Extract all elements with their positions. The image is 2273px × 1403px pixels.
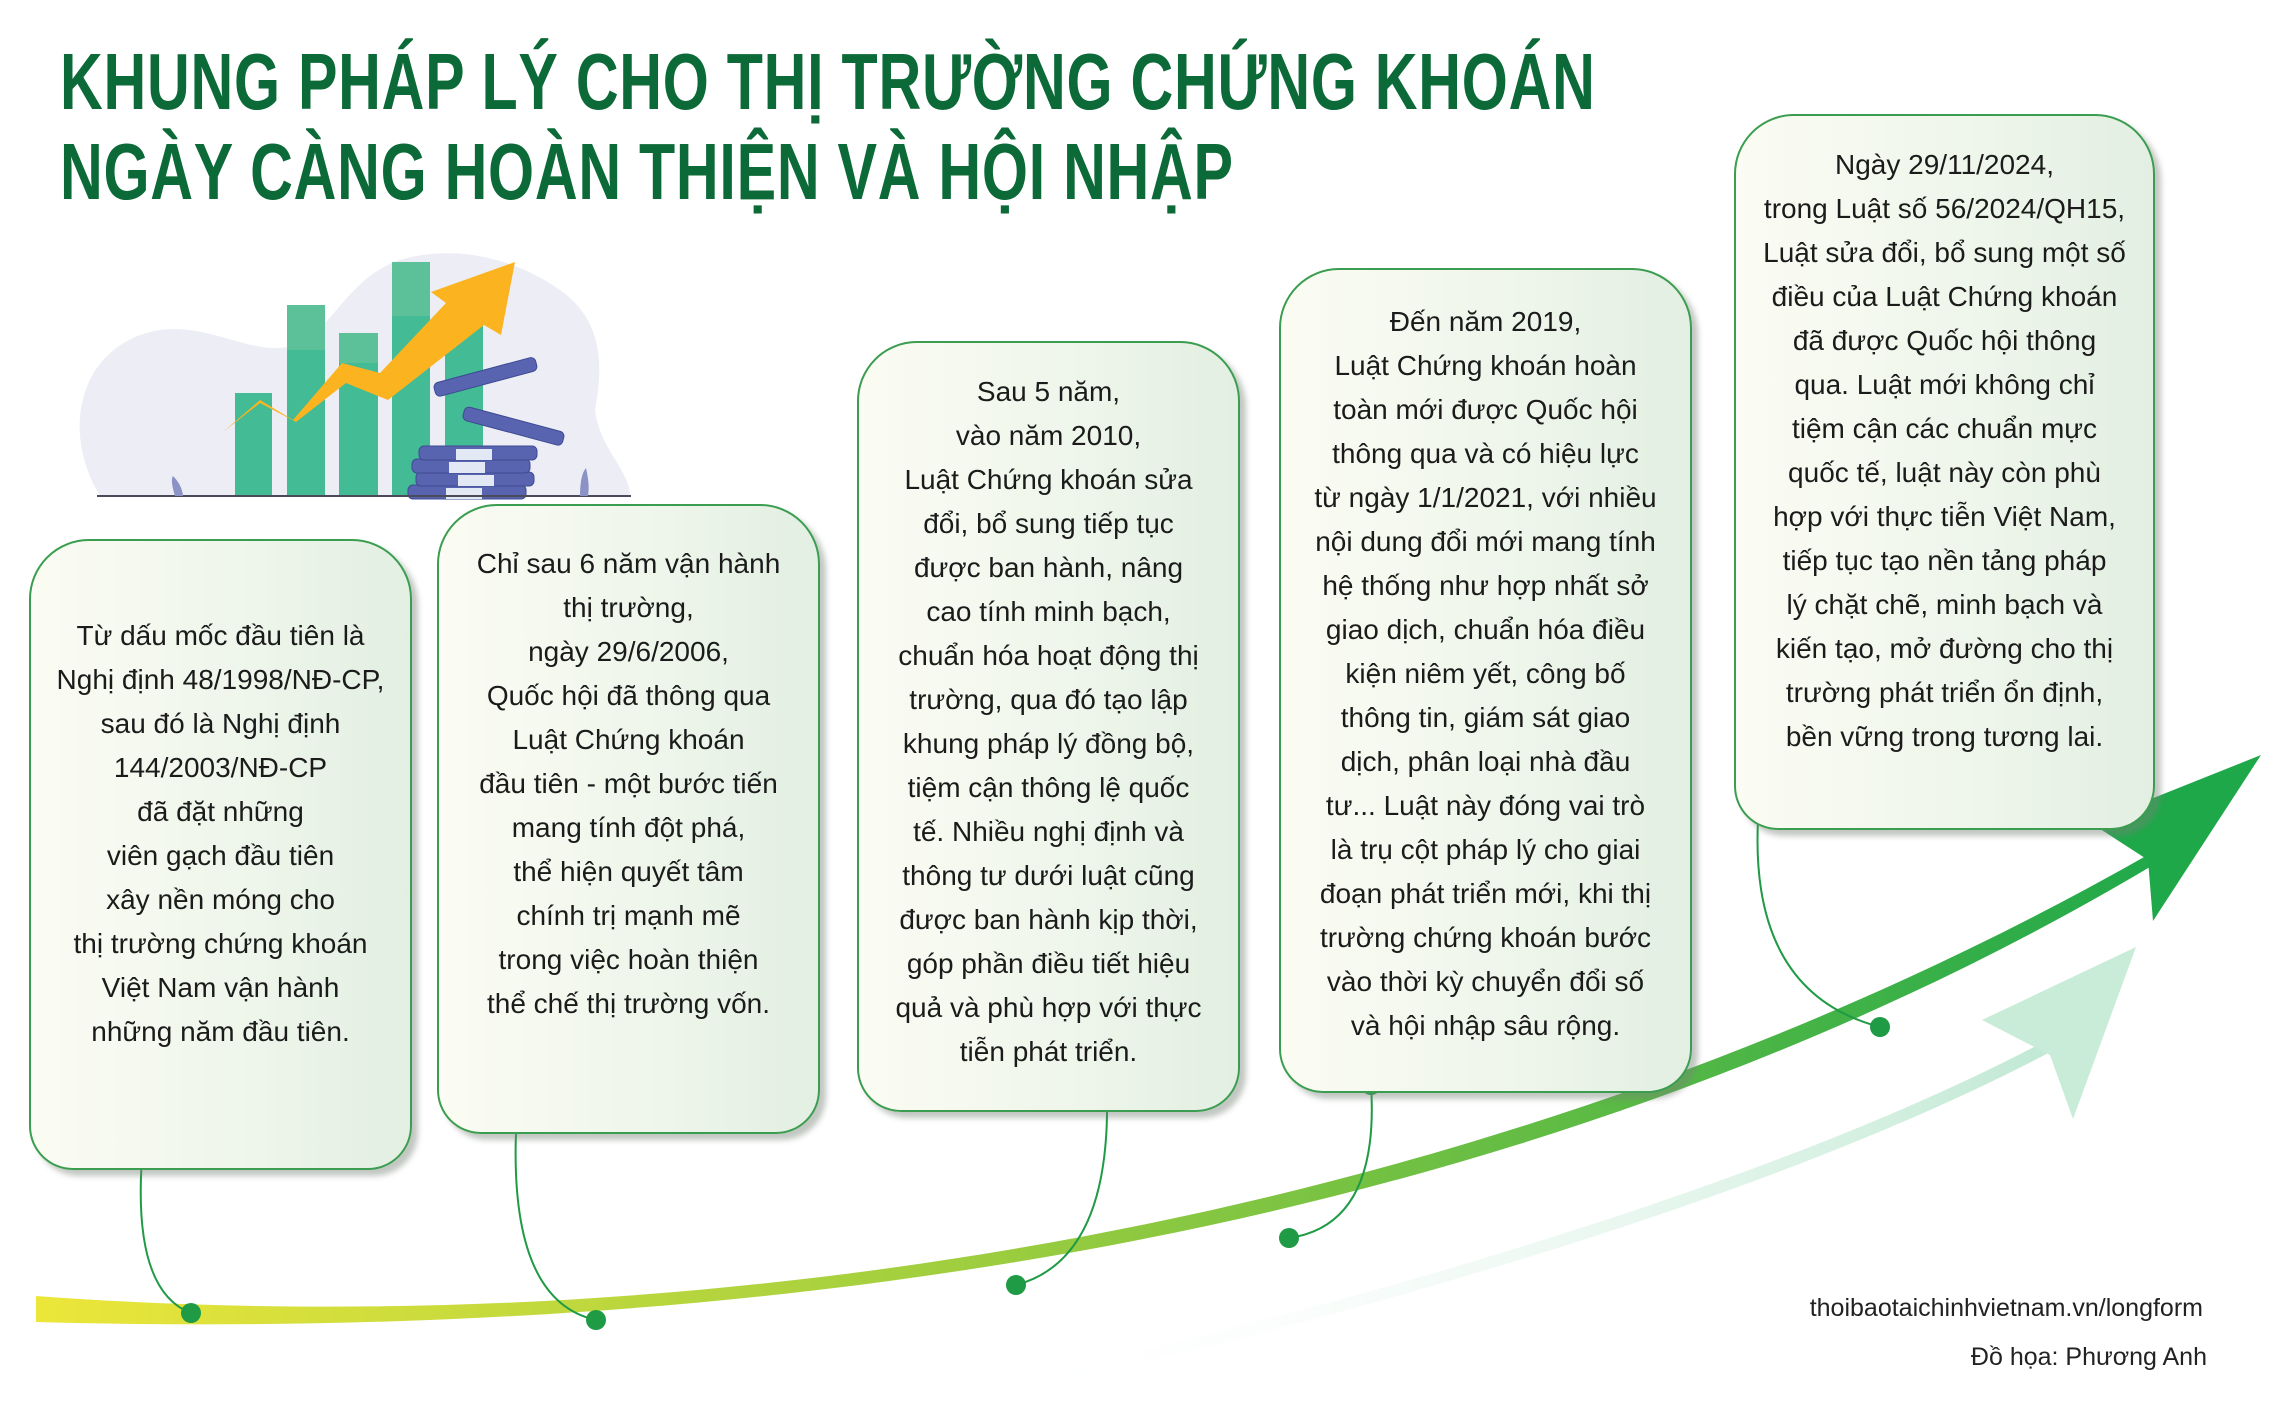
text-line: đoạn phát triển mới, khi thị	[1319, 878, 1652, 909]
text-line: lý chặt chẽ, minh bạch và	[1786, 589, 2103, 620]
text-line: thông qua và có hiệu lực	[1332, 438, 1639, 469]
source-credit: thoibaotaichinhvietnam.vn/longform	[1809, 1294, 2203, 1322]
text-line: trường, qua đó tạo lập	[909, 684, 1188, 715]
milestone-card-2010	[857, 341, 1240, 1112]
text-line: Luật Chứng khoán hoàn	[1334, 350, 1637, 381]
graphics-credit: Đồ họa: Phương Anh	[1970, 1343, 2207, 1371]
text-line: xây nền móng cho	[106, 884, 335, 915]
text-line: toàn mới được Quốc hội	[1333, 394, 1638, 425]
text-line: thể chế thị trường vốn.	[486, 988, 771, 1019]
text-line: được ban hành kịp thời,	[899, 904, 1198, 935]
text-line: qua. Luật mới không chỉ	[1794, 369, 2095, 400]
text-line: điều của Luật Chứng khoán	[1771, 281, 2118, 312]
text-line: trong việc hoàn thiện	[498, 944, 759, 975]
text-line: Ngày 29/11/2024,	[1835, 149, 2054, 180]
milestone-text	[1281, 300, 1690, 1048]
text-line: từ ngày 1/1/2021, với nhiều	[1314, 482, 1657, 513]
text-line: vào thời kỳ chuyển đổi số	[1326, 966, 1645, 997]
milestone-text	[439, 542, 818, 1026]
text-line: hệ thống như hợp nhất sở	[1322, 570, 1649, 601]
text-line: thông tư dưới luật cũng	[902, 860, 1195, 891]
title-line-1: KHUNG PHÁP LÝ CHO THỊ TRƯỜNG CHỨNG KHOÁN	[60, 37, 1596, 126]
text-line: trong Luật số 56/2024/QH15,	[1763, 193, 2126, 224]
text-line: tiệm cận các chuẩn mực	[1791, 413, 2098, 444]
text-line: những năm đầu tiên.	[91, 1016, 350, 1047]
curve-dot-2	[586, 1310, 606, 1330]
text-line: chính trị mạnh mẽ	[516, 900, 741, 931]
milestone-card-2024	[1734, 114, 2155, 830]
text-line: Từ dấu mốc đầu tiên là	[76, 620, 365, 651]
text-line: hợp với thực tiễn Việt Nam,	[1773, 501, 2116, 532]
text-line: Quốc hội đã thông qua	[486, 680, 771, 711]
curve-dot-5	[1870, 1017, 1890, 1037]
text-line: Sau 5 năm,	[976, 376, 1121, 407]
text-line: quốc tế, luật này còn phù	[1788, 457, 2101, 488]
text-line: ngày 29/6/2006,	[528, 636, 729, 667]
text-line: góp phần điều tiết hiệu	[906, 948, 1191, 979]
title-line-2: NGÀY CÀNG HOÀN THIỆN VÀ HỘI NHẬP	[60, 127, 1234, 216]
secondary-arrow-head	[1982, 947, 2136, 1119]
text-line: sau đó là Nghị định	[100, 708, 341, 739]
text-line: chuẩn hóa hoạt động thị	[898, 640, 1199, 671]
milestone-text	[1736, 143, 2153, 759]
text-line: trường chứng khoán bước	[1319, 922, 1652, 953]
text-line: Luật Chứng khoán	[512, 724, 745, 755]
text-line: Đến năm 2019,	[1389, 306, 1582, 337]
text-line: đổi, bổ sung tiếp tục	[923, 508, 1174, 539]
text-line: 144/2003/NĐ-CP	[113, 752, 328, 783]
text-line: vào năm 2010,	[955, 420, 1142, 451]
text-line: kiện niêm yết, công bố	[1345, 658, 1626, 689]
text-line: Nghị định 48/1998/NĐ-CP,	[56, 664, 385, 695]
text-line: đầu tiên - một bước tiến	[479, 768, 778, 799]
text-line: thể hiện quyết tâm	[513, 856, 744, 887]
milestone-card-1998	[29, 539, 412, 1170]
text-line: quả và phù hợp với thực	[895, 992, 1202, 1023]
text-line: tiếp tục tạo nền tảng pháp	[1782, 545, 2107, 576]
text-line: thông tin, giám sát giao	[1340, 702, 1631, 733]
text-line: Luật Chứng khoán sửa	[904, 464, 1193, 495]
text-line: và hội nhập sâu rộng.	[1350, 1010, 1621, 1041]
text-line: nội dung đổi mới mang tính	[1315, 526, 1656, 557]
text-line: thị trường,	[563, 592, 694, 623]
text-line: là trụ cột pháp lý cho giai	[1330, 834, 1641, 865]
milestone-card-2019	[1279, 268, 1692, 1093]
milestone-text	[859, 370, 1238, 1074]
milestone-text	[31, 614, 410, 1054]
text-line: dịch, phân loại nhà đầu	[1340, 746, 1631, 777]
text-line: mang tính đột phá,	[511, 812, 746, 843]
text-line: kiến tạo, mở đường cho thị	[1775, 633, 2114, 664]
milestone-card-2006	[437, 504, 820, 1134]
text-line: tiễn phát triển.	[959, 1036, 1138, 1067]
text-line: thị trường chứng khoán	[73, 928, 368, 959]
text-line: đã được Quốc hội thông	[1792, 325, 2097, 356]
text-line: tiệm cận thông lệ quốc	[907, 772, 1190, 803]
text-line: bền vững trong tương lai.	[1785, 721, 2104, 752]
text-line: Luật sửa đổi, bổ sung một số	[1763, 237, 2126, 268]
text-line: giao dịch, chuẩn hóa điều	[1325, 614, 1646, 645]
text-line: khung pháp lý đồng bộ,	[902, 728, 1195, 759]
text-line: tế. Nhiều nghị định và	[913, 816, 1184, 847]
text-line: cao tính minh bạch,	[926, 596, 1171, 627]
text-line: tư... Luật này đóng vai trò	[1325, 790, 1646, 821]
curve-dot-4	[1279, 1228, 1299, 1248]
text-line: trường phát triển ổn định,	[1785, 677, 2104, 708]
text-line: đã đặt những	[137, 796, 304, 827]
curve-dot-1	[181, 1303, 201, 1323]
text-line: được ban hành, nâng	[913, 552, 1184, 583]
text-line: Chỉ sau 6 năm vận hành	[476, 548, 781, 579]
text-line: Việt Nam vận hành	[101, 972, 340, 1003]
text-line: viên gạch đầu tiên	[106, 840, 335, 871]
curve-dot-3	[1006, 1275, 1026, 1295]
